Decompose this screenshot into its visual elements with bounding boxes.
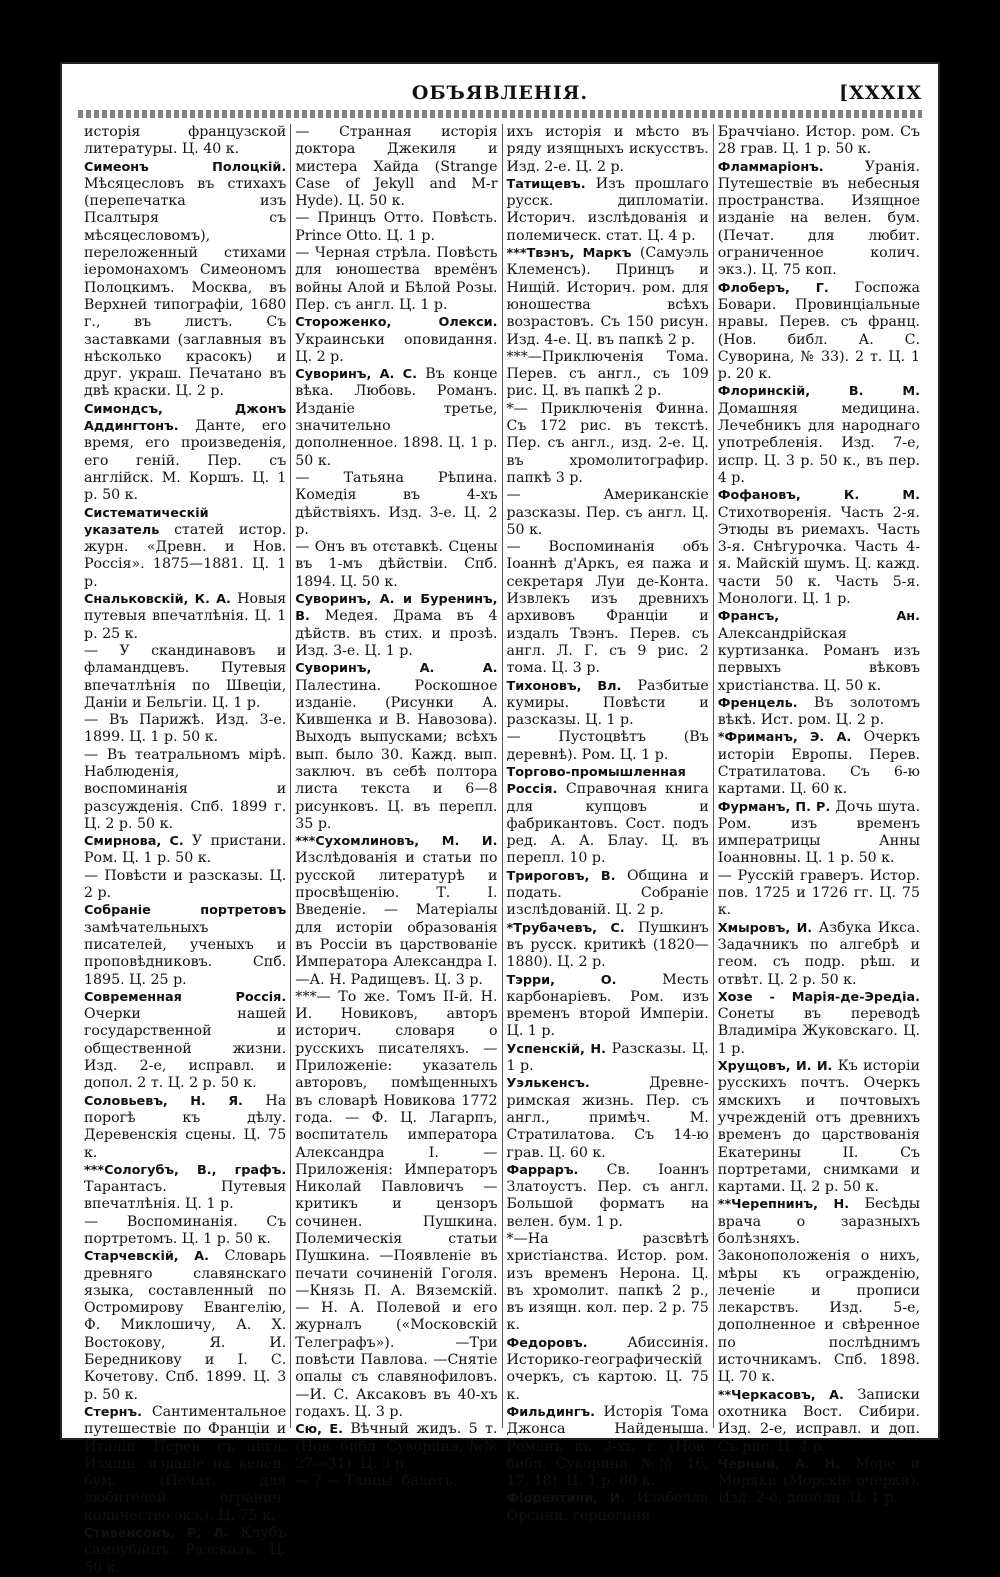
entry-text: Разбитые кумиры. Повѣсти и разсказы. Ц. 1 р. (506, 677, 709, 729)
entry-heading: Хозе - Марія-де-Эредіа. (717, 989, 920, 1005)
column-2 (291, 124, 502, 1490)
entry-heading: Суворинъ, А. С. (295, 367, 417, 383)
entry-heading: Фурманъ, П. Р. (717, 799, 831, 815)
entry-heading: Хрущовъ, И. И. (717, 1059, 833, 1075)
entry (718, 920, 920, 989)
entry (84, 833, 286, 868)
entry-heading: *Фриманъ, Э. А. (717, 730, 852, 746)
entry-heading: Федоровъ. (506, 1335, 588, 1351)
entry-text: (Самуэль Клеменсъ). Принцъ и Нищій. Историч. ром. для юношества всѣхъ возрастовъ. Съ 150 рисун. Изд. 4-е. Ц. въ папкѣ 2 р. (506, 245, 709, 348)
entry-text: Изабелла Орсини, герцогиня (506, 1490, 709, 1524)
entry-heading: Смирнова, С. (84, 834, 184, 850)
entry-text: Пушкинъ въ русск. критикѣ (1820—1880). Ц. 2 р. (506, 919, 709, 971)
entry-heading: Снальковскій, К. А. (84, 592, 231, 608)
entry-text: замѣчательныхъ писателей, ученыхъ и проповѣдниковъ. Спб. 1895. Ц. 25 р. (84, 919, 287, 988)
entry (718, 608, 920, 694)
entry (295, 124, 497, 210)
entry-text: — Пустоцвѣтъ (Въ деревнѣ). Ром. Ц. 1 р. (506, 729, 709, 763)
entry-text: На порогѣ къ дѣлу. Деревенскія сцены. Ц. 75 к. (84, 1092, 287, 1161)
entry-heading: Стивенсонъ, Р. Л. (84, 1526, 229, 1542)
entry (718, 124, 920, 159)
entry (507, 539, 709, 677)
entry-text: ***—Приключенія Тома. Перев. съ англ., съ 109 рис. Ц. въ папкѣ 2 р. (506, 348, 709, 400)
entry-heading: Современная Россія. (84, 989, 287, 1005)
entry-heading: Суворинъ, А. А. (295, 661, 498, 677)
entry (84, 902, 286, 988)
entry-text: Абиссинія. Историко-географическій очеркъ, съ картою. Ц. 75 к. (506, 1334, 709, 1403)
entry-text: Сонеты въ переводѣ Владиміра Жуковскаго. Ц. 1 р. (717, 1006, 920, 1057)
entry (507, 1231, 709, 1335)
entry-text: Древне-римская жизнь. Пер. съ англ., примѣч. М. Стратилатова. Съ 14-ю грав. Ц. 60 к. (506, 1075, 709, 1161)
entry (718, 1456, 920, 1508)
entry-text: Медея. Драма въ 4 дѣйств. въ стих. и прозѣ. Изд. 3-е. Ц. 1 р. (295, 608, 498, 659)
entry-text: Дочь шута. Ром. изъ временъ императрицы Анны Іоанновны. Ц. 1 р. 50 к. (717, 798, 921, 867)
entry-text: *—На разсвѣтѣ христіанства. Истор. ром. изъ временъ Нерона. Ц. въ хромолит. папкѣ 2 р., въ изящн. кол. пер. 2 р. 75 к. (506, 1231, 709, 1334)
entry-text: Словарь древняго славянскаго языка, составленный по Остромирову Евангелію, Ф. Миклошичу, А. Х. Востокову, Я. И. Бередникову и І. С. Кочетову. Спб. 1899. Ц. 3 р. 50 к. (84, 1248, 287, 1403)
column-3 (503, 124, 714, 1524)
entry-heading: Старчевскій, А. (84, 1249, 209, 1265)
entry-heading: Фарраръ. (506, 1162, 579, 1178)
entry-text: — Въ театральномъ мірѣ. Наблюденія, воспоминанія и разсужденія. Спб. 1899 г. Ц. 2 р. 50 к. (84, 746, 287, 832)
entry-text: — Черная стрѣла. Повѣсть для юношества времёнъ войны Алой и Бѣлой Розы. Пер. съ англ. Ц. 1 р. (295, 245, 498, 313)
entry-text: Справочная книга для купцовъ и фабрикантовъ. Сост. подъ ред. А. А. Блау. Ц. въ перепл. 10 р. (506, 781, 709, 867)
entry-text: — Татьяна Рѣпина. Комедія въ 4-хъ дѣйствіяхъ. Изд. 3-е. Ц. 2 р. (295, 469, 498, 538)
entry (718, 280, 920, 384)
entry-text: — Принцъ Отто. Повѣсть. Prince Otto. Ц. 1 р. (295, 210, 498, 244)
entry-text: Бесѣды врача о заразныхъ болѣзняхъ. Законоположенія о нихъ, мѣры къ огражденію, леченіе и прописи лекарствъ. Изд. 5-е, дополненное и свѣренное по послѣднимъ источникамъ. Спб. 1898. Ц. 70 к. (717, 1196, 920, 1386)
entry-heading: Френцель. (717, 695, 798, 711)
entry (718, 1196, 920, 1386)
entry-text: Стихотворенія. Часть 2-я. Этюды въ риемахъ. Часть 3-я. Снѣгурочка. Часть 4-я. Майскій шумъ. Ц. кажд. части 50 к. Часть 5-я. Монологи. Ц. 1 р. (717, 504, 920, 608)
entry-heading: Стороженко, Олекси. (295, 315, 498, 331)
entry (84, 1248, 286, 1404)
entry (507, 1075, 709, 1161)
entry-text: — Американскіе разсказы. Пер. съ англ. Ц. 50 к. (506, 487, 709, 538)
entry (507, 124, 709, 176)
entry (295, 210, 497, 245)
entry-heading: ***Сологубъ, В., графъ. (84, 1162, 287, 1178)
entry (507, 349, 709, 401)
entry-heading: Сю, Е. (295, 1422, 343, 1438)
entry-text: Данте, его время, его произведенія, его геній. Пер. съ англійск. М. Коршъ. Ц. 1 р. 50 к. (84, 418, 287, 504)
entry-text: Въ золотомъ вѣкѣ. Ист. ром. Ц. 2 р. (717, 694, 921, 729)
entry-text: *— Приключенія Финна. Съ 172 рис. въ текстѣ. Пер. съ англ., изд. 2-е. Ц. въ хромолитографир. папкѣ 3 р. (506, 400, 709, 486)
entry-text: Уранія. Путешествіе въ небесныя пространства. Изящное изданіе на велен. бум. (Печат. для любит. ограниченное колич. экз.). Ц. 75 коп. (717, 158, 920, 279)
entry (507, 1335, 709, 1404)
entry (295, 660, 497, 833)
entry-heading: Суворинъ, А. и Буренинъ, В. (295, 592, 498, 625)
entry-heading: Татищевъ. (506, 176, 586, 192)
entry (295, 989, 497, 1421)
entry (295, 1421, 497, 1473)
entry (507, 1041, 709, 1076)
entry (507, 1404, 709, 1490)
entry-text: исторія французской литературы. Ц. 40 к. (84, 124, 287, 158)
entry-heading: Франсъ, Ан. (717, 609, 920, 625)
entry (84, 1525, 286, 1577)
entry (507, 920, 709, 972)
entry-text: — ? — Танцы, балетъ, (295, 1473, 458, 1490)
entry-text: — У скандинавовъ и фламандцевъ. Путевыя впечатлѣнія по Швеціи, Даніи и Бельгіи. Ц. 1 р. (84, 642, 287, 711)
entry (84, 989, 286, 1093)
entry (718, 989, 920, 1058)
entry (718, 159, 920, 280)
entry-text: Домашняя медицина. Лечебникъ для народнаго употребленія. Изд. 7-е, испр. Ц. 3 р. 50 к., въ пер. 4 р. (717, 400, 920, 486)
entry-text: Палестина. Роскошное изданіе. (Рисунки А. Кившенка и В. Навозова). Выходъ выпусками; всѣхъ вып. было 30. Кажд. вып. заключ. въ себѣ полтора листа текста и 6—8 рисунковъ. Ц. въ перепл. 35 р. (295, 677, 498, 832)
entry-text: Записки охотника Вост. Сибири. Изд. 2-е, исправл. и доп. Съ рис. Ц. 4 р. (717, 1386, 920, 1455)
entry-text: Браччіано. Истор. ром. Съ 28 грав. Ц. 1 р. 50 к. (717, 124, 920, 158)
entry (84, 1162, 286, 1214)
entry (507, 245, 709, 349)
entry-text: — Странная исторія доктора Джекиля и мистера Хайда (Strange Case of Jekyll and M-r Hyde). Ц. 50 к. (295, 124, 498, 210)
entry (507, 1162, 709, 1231)
entry-heading: Тэрри, О. (506, 972, 617, 988)
entry-heading: Уэлькенсъ. (506, 1076, 590, 1092)
entry-text: Разсказы. Ц. 1 р. (506, 1040, 709, 1075)
entry (84, 747, 286, 833)
entry (718, 383, 920, 487)
entry (84, 505, 286, 591)
entry (295, 245, 497, 314)
entry (718, 729, 920, 798)
entry-heading: Флоринскій, В. М. (717, 384, 920, 400)
entry (507, 487, 709, 539)
entry-text: Госпожа Бовари. Провинціальные нравы. Перев. съ франц. (Нов. библ. А. С. Суворина, № 33). 2 т. Ц. 1 р. 20 к. (717, 279, 920, 383)
entry-text: Св. Іоаннъ Златоустъ. Пер. съ англ. Большой форматъ на велен. бум. 1 р. (506, 1161, 709, 1230)
entry (84, 1214, 286, 1249)
entry-text: Месть карбонаріевъ. Ром. изъ временъ второй Имперіи. Ц. 1 р. (506, 971, 709, 1040)
entry (84, 868, 286, 903)
entry (84, 1404, 286, 1525)
entry-heading: Тихоновъ, Вл. (506, 678, 622, 694)
entry-text: Вѣчный жидъ. 5 т. (Нов. библ. Суворина, №№ 27—31). Ц. 3 р. (295, 1421, 498, 1472)
entry (507, 1490, 709, 1525)
entry-heading: **Черкасовъ, А. (717, 1387, 844, 1403)
page (60, 62, 940, 1576)
entry-text: Изъ прошлаго русск. дипломатіи. Историч. изслѣдованія и полемическ. стат. Ц. 4 р. (506, 175, 709, 244)
entry-text: Тарантасъ. Путевыя впечатлѣнія. Ц. 1 р. (84, 1179, 287, 1213)
entry-heading: Стернъ. (84, 1404, 142, 1420)
entry-text: Александрійская куртизанка. Романъ изъ первыхъ вѣковъ христіанства. Ц. 50 к. (717, 625, 920, 694)
entry-text: — Воспоминанія. Съ портретомъ. Ц. 1 р. 50 к. (84, 1213, 287, 1247)
entry (718, 799, 920, 868)
entry-text: Украинськи оповидання. Ц. 2 р. (295, 331, 498, 365)
entry-heading: Фламмаріонъ. (717, 159, 824, 175)
entry-text: ихъ исторія и мѣсто въ ряду изящныхъ искусствъ. Изд. 2-е. Ц. 2 р. (506, 124, 709, 175)
entry-text: Новыя путевыя впечатлѣнія. Ц. 1 р. 25 к. (84, 591, 287, 642)
entry (295, 470, 497, 539)
entry-heading: ***Твэнъ, Маркъ (506, 246, 632, 262)
entry-heading: ***Сухомлиновъ, М. И. (295, 834, 498, 850)
entry-heading: Торгово-промышленная Россія. (506, 764, 686, 798)
entry-text: Мѣсяцесловъ въ стихахъ (перепечатка изъ Псалтыря съ мѣсяцесловомъ), переложенный стихами іеромонахомъ Симеономъ Полоцкимъ. Москва, въ Верхней типографіи, 1680 г., въ листъ. Съ заставками (заглавныя въ нѣсколько красокъ) и друг. украш. Печатано въ двѣ краски. Ц. 2 р. (84, 175, 287, 400)
entry-text: статей истор. журн. «Древн. и Нов. Россія». 1875—1881. Ц. 1 р. (84, 521, 287, 590)
entry-text: Очерки нашей государственной и общественной жизни. Изд. 2-е, исправл. и допол. 2 т. Ц. 2 р. 50 к. (84, 1006, 287, 1092)
entry (718, 868, 920, 920)
entry-heading: Соловьевъ, Н. Я. (84, 1093, 243, 1109)
page-title: ОБЪЯВЛЕНІЯ. (411, 82, 589, 104)
entry-text: — Онъ въ отставкѣ. Сцены въ 1-мъ дѣйствіи. Спб. 1894. Ц. 50 к. (295, 539, 498, 590)
entry-heading: **Черепнинъ, Н. (717, 1197, 850, 1213)
entry-text: — Воспоминанія объ Іоаннѣ д'Аркъ, ея пажа и секретаря Луи де-Конта. Извлекъ изъ древнихъ архивовъ Франціи и издалъ Твэнъ. Перев. съ англ. Л. Г. съ 9 рис. 2 тома. Ц. 3 р. (506, 539, 709, 677)
entry (718, 1058, 920, 1196)
entry (84, 124, 286, 159)
entry (84, 159, 286, 401)
entry-text: Клубъ самоубійцъ. Разсказъ. Ц. 50 к. (84, 1525, 287, 1576)
entry (84, 401, 286, 505)
column-4 (714, 124, 924, 1507)
entry-heading: *Трубачевъ, С. (506, 920, 625, 936)
entry (84, 1093, 286, 1162)
entry (507, 729, 709, 764)
entry (295, 539, 497, 591)
entry-text: Сантиментальное путешествіе по Франціи и Италіи. Перев. съ англ. Изящн. изданіе на велен. бум. (Печат. для любителей огранич. количество экз.). Ц. 75 к. (84, 1403, 287, 1524)
entry (507, 176, 709, 245)
entry (295, 314, 497, 366)
entry-heading: Успенскій, Н. (506, 1041, 606, 1057)
entry-text: Въ конце вѣка. Любовь. Романъ. Изданіе третье, значительно дополненное. 1898. Ц. 1 р. 50 к. (295, 366, 498, 469)
entry-heading: Фильдингъ. (506, 1404, 595, 1420)
entry-heading: Фіорентини, И. (506, 1491, 626, 1507)
entry (84, 643, 286, 712)
page-number: [XXXIX (839, 82, 922, 104)
entry-text: ***— То же. Томъ II-й. Н. И. Новиковъ, авторъ историч. словаря о русскихъ писателяхъ. —Приложеніе: указатель авторовъ, помѣщенныхъ въ словарѣ Новикова 1772 года. — Ф. Ц. Лагарпъ, воспитатель императора Александра І. — Приложенія: Императоръ Николай Павловичъ — критикъ и цензоръ сочинен. Пушкина. Полемическія статьи Пушкина. —Появленіе въ печати сочиненій Гоголя. —Князь П. А. Вяземскій. — Н. А. Полевой и его журналъ («Московскій Телеграфъ»). —Три повѣсти Павлова. —Снятіе опалы съ славянофиловъ. —И. С. Аксаковъ въ 40-хъ годахъ. Ц. 3 р. (295, 988, 498, 1420)
entry-text: — Въ Парижѣ. Изд. 3-е. 1899. Ц. 1 р. 50 к. (84, 712, 287, 746)
entry (84, 591, 286, 643)
entry (507, 764, 709, 868)
entry (507, 678, 709, 730)
entry (295, 833, 497, 989)
entry-heading: Трироговъ, В. (506, 868, 616, 884)
entry-text: Изслѣдованія и статьи по русской литературѣ и просвѣщенію. Т. І. Введеніе. — Матеріалы для исторіи образованія въ Россіи въ царствованіе Императора Александра І. —А. Н. Радищевъ. Ц. 3 р. (295, 850, 498, 988)
entry (295, 1473, 497, 1490)
entry-text: Море и Моряки (Морскіе очерки). Изд. 2-е, дополн. Ц. 1 р. (717, 1455, 921, 1507)
entry (84, 712, 286, 747)
entry-heading: Фофановъ, К. М. (717, 488, 920, 504)
entry-heading: Хмыровъ, И. (717, 920, 813, 936)
entry-heading: Собраніе портретовъ (84, 903, 287, 919)
entry-text: — Русскій граверъ. Истор. пов. 1725 и 1726 гг. Ц. 75 к. (717, 867, 920, 919)
entry-heading: Симондсъ, Джонъ Аддингтонъ. (84, 401, 287, 435)
entry (295, 366, 497, 470)
entry (718, 695, 920, 730)
entry-text: Къ исторіи русскихъ почтъ. Очеркъ ямскихъ и почтовыхъ учрежденій отъ древнихъ временъ до царствованія Екатерины II. Съ портретами, снимками и картами. Ц. 2 р. 50 к. (717, 1058, 921, 1196)
column-1 (80, 124, 291, 1576)
entry-text: Очеркъ исторіи Европы. Перев. Стратилатова. Съ 6-ю картами. Ц. 60 к. (717, 729, 920, 798)
header-rule (78, 110, 922, 118)
entry (295, 591, 497, 660)
entry-text: Община и подать. Собраніе изслѣдованій. Ц. 2 р. (506, 867, 709, 919)
entry (718, 1387, 920, 1456)
entry-text: Азбука Икса. Задачникъ по алгебрѣ и геом. съ подр. рѣш. и отвѣт. Ц. 2 р. 50 к. (717, 919, 920, 988)
entry-text: Исторія Тома Джонса Найденыша. Романъ въ 3-хъ т. (Нов. библ. Суворина, №№ 16, 17, 18). Ц. 1 р. 80 к. (506, 1403, 709, 1490)
entry (507, 401, 709, 487)
entry (718, 487, 920, 608)
entry (507, 868, 709, 920)
entry-heading: Симеонъ Полоцкій. (84, 159, 287, 175)
columns (80, 124, 924, 1576)
entry-heading: Флоберъ, Г. (717, 280, 829, 296)
entry (507, 972, 709, 1041)
entry-heading: Черный, А. Н. (717, 1456, 841, 1472)
entry-text: У пристани. Ром. Ц. 1 р. 50 к. (84, 833, 287, 867)
entry-heading: Систематическій указатель (84, 505, 209, 538)
entry-text: — Повѣсти и разсказы. Ц. 2 р. (84, 867, 287, 902)
